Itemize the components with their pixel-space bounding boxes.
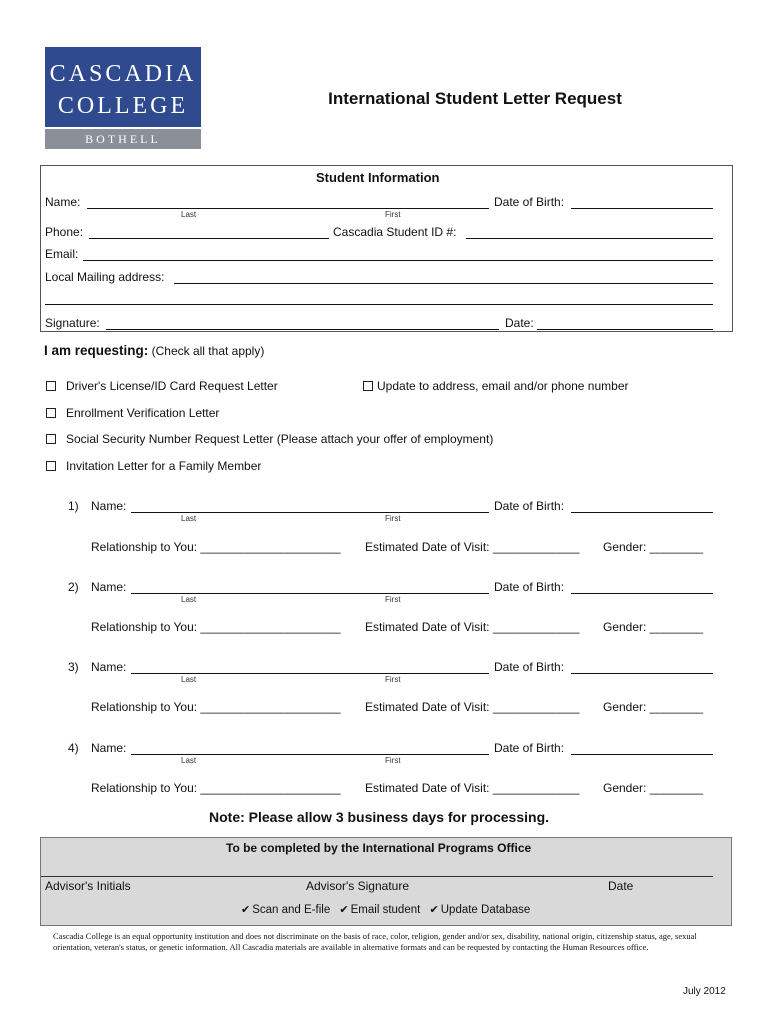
checkbox-enrollment-verification[interactable] [46,408,56,418]
student-id-field[interactable] [466,238,713,239]
family-name-label: Name: [91,660,127,674]
equal-opportunity-disclaimer: Cascadia College is an equal opportunity institution and does not discriminate on the basis of race, color, religion, gender and/or sex, disability, national origin, citizenship status, age, sexual orientation, veteran's status, or genetic information. All Cascadia materials are available in alternative formats and can be requested by contacting the Human Resources office. [53,931,697,952]
checkbox-invitation-letter[interactable] [46,461,56,471]
family-last-hint: Last [181,675,197,684]
requesting-heading [44,343,264,358]
student-info-section [40,165,733,332]
relationship-label[interactable]: Relationship to You: _____________________ [91,700,341,714]
relationship-label[interactable]: Relationship to You: _____________________ [91,620,341,634]
action-update-database: Update Database [440,904,531,916]
office-actions [241,903,530,916]
date-label: Date: [505,316,534,330]
gender-label[interactable]: Gender: ________ [603,540,704,554]
family-member-number: 1) [68,499,79,513]
student-id-label: Cascadia Student ID #: [333,225,457,239]
office-heading: To be completed by the International Programs Office [226,841,532,855]
office-signature-line[interactable] [41,876,713,877]
option-ssn-letter[interactable] [46,432,493,446]
phone-label: Phone: [45,225,84,239]
family-member-number: 3) [68,660,79,674]
student-name-field[interactable] [87,208,489,209]
family-last-hint: Last [181,756,197,765]
visit-date-label[interactable]: Estimated Date of Visit: _____________ [365,781,580,795]
email-label: Email: [45,247,79,261]
family-dob-label: Date of Birth: [494,660,565,674]
family-dob-label: Date of Birth: [494,499,565,513]
family-member-number: 2) [68,580,79,594]
visit-date-label[interactable]: Estimated Date of Visit: _____________ [365,540,580,554]
family-dob-field[interactable] [571,754,713,755]
option-update-address[interactable] [363,379,629,393]
family-name-label: Name: [91,580,127,594]
action-scan-efile: Scan and E-file [252,904,331,916]
option-update-address-label: Update to address, email and/or phone number [377,379,629,393]
gender-label[interactable]: Gender: ________ [603,700,704,714]
checkmark-icon[interactable]: ✔ [429,904,439,916]
family-first-hint: First [385,514,401,523]
office-date-label: Date [608,879,634,893]
family-name-label: Name: [91,499,127,513]
advisor-signature-label: Advisor's Signature [306,879,410,893]
family-dob-label: Date of Birth: [494,580,565,594]
logo-line-cascadia: CASCADIA [49,61,197,87]
processing-note: Note: Please allow 3 business days for processing. [209,809,550,825]
family-dob-field[interactable] [571,512,713,513]
mailing-address-field-line2[interactable] [45,304,713,305]
date-field[interactable] [537,329,713,330]
family-name-field[interactable] [131,673,489,674]
gender-label[interactable]: Gender: ________ [603,781,704,795]
action-email-student: Email student [350,904,421,916]
checkmark-icon[interactable]: ✔ [339,904,349,916]
family-first-hint: First [385,595,401,604]
signature-label: Signature: [45,316,100,330]
college-logo [45,47,201,149]
name-label: Name: [45,195,81,209]
mailing-address-field[interactable] [174,283,713,284]
family-name-label: Name: [91,741,127,755]
visit-date-label[interactable]: Estimated Date of Visit: _____________ [365,620,580,634]
checkbox-ssn-letter[interactable] [46,434,56,444]
option-invitation-letter-label: Invitation Letter for a Family Member [66,459,262,473]
option-drivers-license-label: Driver's License/ID Card Request Letter [66,379,278,393]
visit-date-label[interactable]: Estimated Date of Visit: _____________ [365,700,580,714]
family-name-field[interactable] [131,512,489,513]
family-first-hint: First [385,756,401,765]
option-ssn-letter-label: Social Security Number Request Letter (Please attach your offer of employment) [66,432,494,446]
revision-date: July 2012 [683,986,726,997]
phone-field[interactable] [89,238,329,239]
email-field[interactable] [83,260,713,261]
signature-field[interactable] [106,329,499,330]
option-enrollment-verification-label: Enrollment Verification Letter [66,406,220,420]
family-last-hint: Last [181,595,197,604]
gender-label[interactable]: Gender: ________ [603,620,704,634]
dob-label: Date of Birth: [494,195,565,209]
checkbox-drivers-license[interactable] [46,381,56,391]
last-name-hint: Last [181,210,197,219]
mailing-address-label: Local Mailing address: [45,270,165,284]
relationship-label[interactable]: Relationship to You: _____________________ [91,781,341,795]
option-drivers-license[interactable] [46,379,278,393]
option-invitation-letter[interactable] [46,459,261,473]
checkbox-update-address[interactable] [363,381,373,391]
family-dob-label: Date of Birth: [494,741,565,755]
form-title: International Student Letter Request [328,89,622,108]
logo-line-bothell: BOTHELL [45,129,201,149]
advisor-initials-label: Advisor's Initials [45,879,131,893]
relationship-label[interactable]: Relationship to You: _____________________ [91,540,341,554]
family-first-hint: First [385,675,401,684]
option-enrollment-verification[interactable] [46,406,219,420]
family-dob-field[interactable] [571,593,713,594]
family-name-field[interactable] [131,754,489,755]
family-name-field[interactable] [131,593,489,594]
checkmark-icon[interactable]: ✔ [241,904,251,916]
student-dob-field[interactable] [571,208,713,209]
logo-line-college: COLLEGE [57,93,189,119]
requesting-heading-text: I am requesting: [44,343,149,358]
requesting-subtext: (Check all that apply) [151,344,265,358]
family-dob-field[interactable] [571,673,713,674]
student-info-heading: Student Information [316,170,440,185]
first-name-hint: First [385,210,401,219]
family-member-number: 4) [68,741,79,755]
family-last-hint: Last [181,514,197,523]
